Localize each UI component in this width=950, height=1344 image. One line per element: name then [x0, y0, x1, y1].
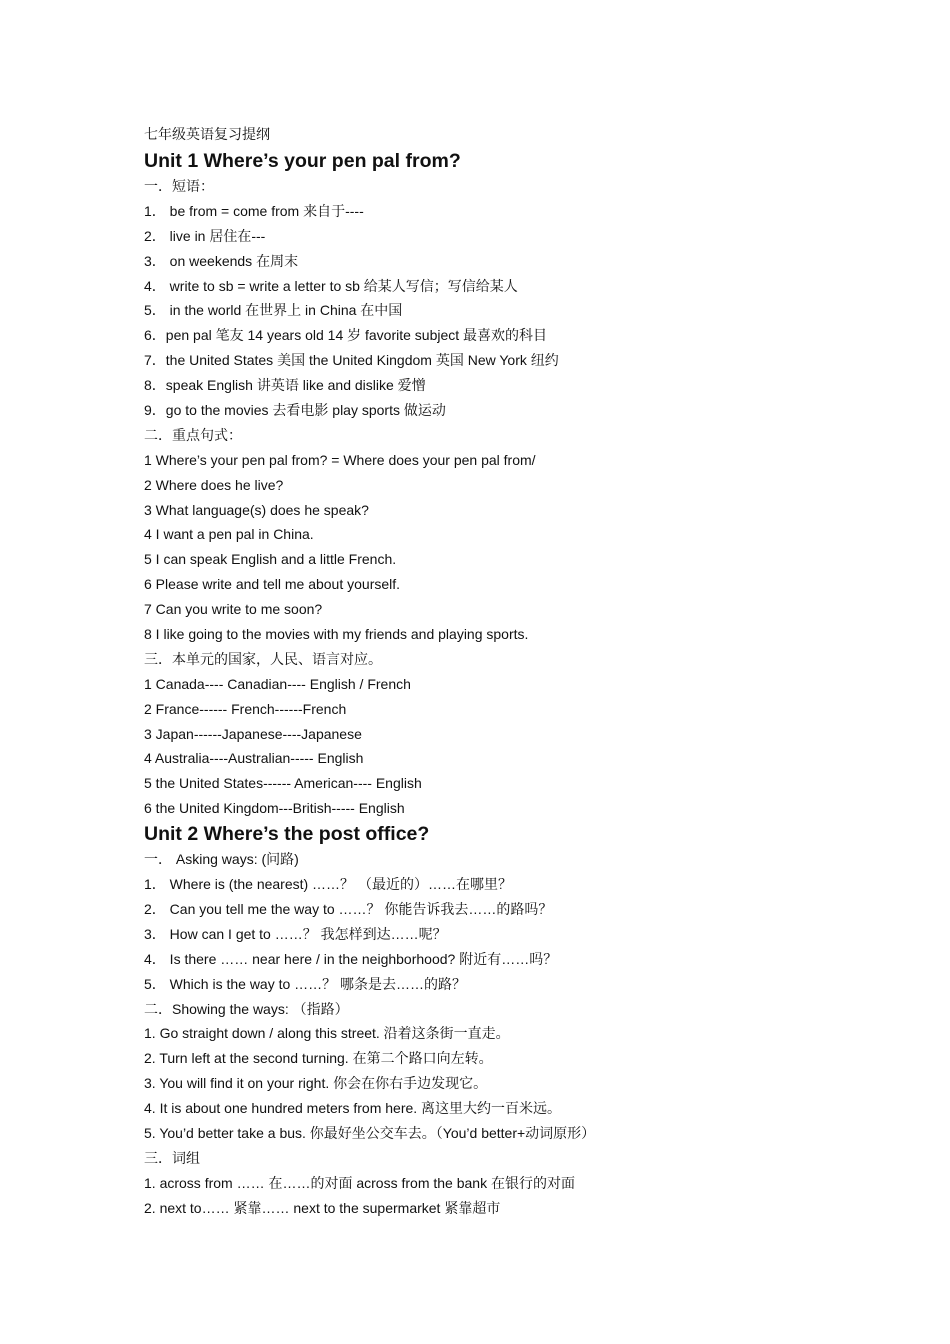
unit2-phrases-header: 三．词组: [144, 1149, 200, 1166]
unit1-phrases-header: 一．短语：: [144, 178, 214, 194]
unit2-line: 4. It is about one hundred meters from here. 离这里大约一百米远。: [144, 1100, 562, 1117]
unit1-section: [144, 148, 904, 821]
unit1-line: 5． in the world 在世界上 in China 在中国: [144, 302, 403, 319]
unit2-line: 1. Go straight down / along this street. 沿着这条街一直走。: [144, 1025, 510, 1042]
unit1-line: 2 Where does he live?: [144, 476, 284, 493]
unit1-line: 6．pen pal 笔友 14 years old 14 岁 favorite subject 最喜欢的科目: [144, 327, 548, 344]
unit1-line: 6 Please write and tell me about yourself.: [144, 576, 401, 593]
unit2-line: 2. Turn left at the second turning. 在第二个路口向左转。: [144, 1050, 493, 1067]
unit1-line: 2． live in 居住在---: [144, 227, 266, 244]
unit1-countries-header: 三．本单元的国家，人民、语言对应。: [144, 650, 382, 667]
unit1-line: 7 Can you write to me soon?: [144, 601, 323, 618]
unit2-showing-header: 二．Showing the ways: （指路）: [144, 1000, 349, 1017]
unit1-line: 1． be from = come from 来自于----: [144, 202, 364, 219]
document-page: [144, 126, 904, 1221]
unit1-line: 1 Where’s your pen pal from? = Where does your pen pal from/: [144, 451, 536, 468]
unit2-line: 1． Where is (the nearest) ……？ （最近的）……在哪里？: [144, 876, 512, 893]
unit1-line: 5 I can speak English and a little French.: [144, 551, 397, 568]
unit2-line: 4． Is there …… near here / in the neighborhood? 附近有……吗？: [144, 950, 558, 967]
unit1-line: 3． on weekends 在周末: [144, 252, 299, 269]
unit1-line: 7．the United States 美国 the United Kingdom 英国 New York 纽约: [144, 352, 559, 369]
unit2-line: 1. across from …… 在……的对面 across from the bank 在银行的对面: [144, 1174, 575, 1191]
unit1-line: 8．speak English 讲英语 like and dislike 爱憎: [144, 377, 426, 394]
unit1-line: 4 I want a pen pal in China.: [144, 526, 314, 543]
unit2-line: 5. You’d better take a bus. 你最好坐公交车去。（You’d better+动词原形）: [144, 1124, 596, 1141]
unit1-line: 9．go to the movies 去看电影 play sports 做运动: [144, 402, 446, 419]
unit2-heading: Unit 2 Where’s the post office?: [144, 823, 430, 846]
unit2-line: 5． Which is the way to ……？ 哪条是去……的路？: [144, 975, 467, 992]
unit1-line: 5 the United States------ American---- English: [144, 775, 422, 792]
unit1-line: 4． write to sb = write a letter to sb 给某人写信；写信给某人: [144, 277, 518, 294]
unit1-heading: Unit 1 Where’s your pen pal from?: [144, 150, 461, 172]
unit1-line: 2 France------ French------French: [144, 700, 347, 717]
unit1-line: 3 What language(s) does he speak?: [144, 501, 369, 518]
unit1-line: 4 Australia----Australian----- English: [144, 750, 364, 767]
unit1-sentences-header: 二．重点句式：: [144, 426, 242, 443]
unit2-line: 3． How can I get to ……？ 我怎样到达……呢？: [144, 925, 447, 942]
unit2-line: 2. next to…… 紧靠…… next to the supermarket 紧靠超市: [144, 1199, 501, 1216]
unit2-line: 3. You will find it on your right. 你会在你右手边发现它。: [144, 1075, 488, 1092]
unit1-line: 6 the United Kingdom---British----- English: [144, 800, 405, 817]
unit2-line: 2． Can you tell me the way to ……？ 你能告诉我去……的路吗？: [144, 900, 553, 917]
unit1-line: 3 Japan------Japanese----Japanese: [144, 725, 362, 742]
unit1-line: 8 I like going to the movies with my friends and playing sports.: [144, 626, 529, 643]
unit2-asking-header: 一． Asking ways: (问路): [144, 851, 299, 868]
unit1-line: 1 Canada---- Canadian---- English / French: [144, 675, 411, 692]
unit2-section: [144, 821, 904, 1220]
document-title: 七年级英语复习提纲: [144, 128, 270, 143]
